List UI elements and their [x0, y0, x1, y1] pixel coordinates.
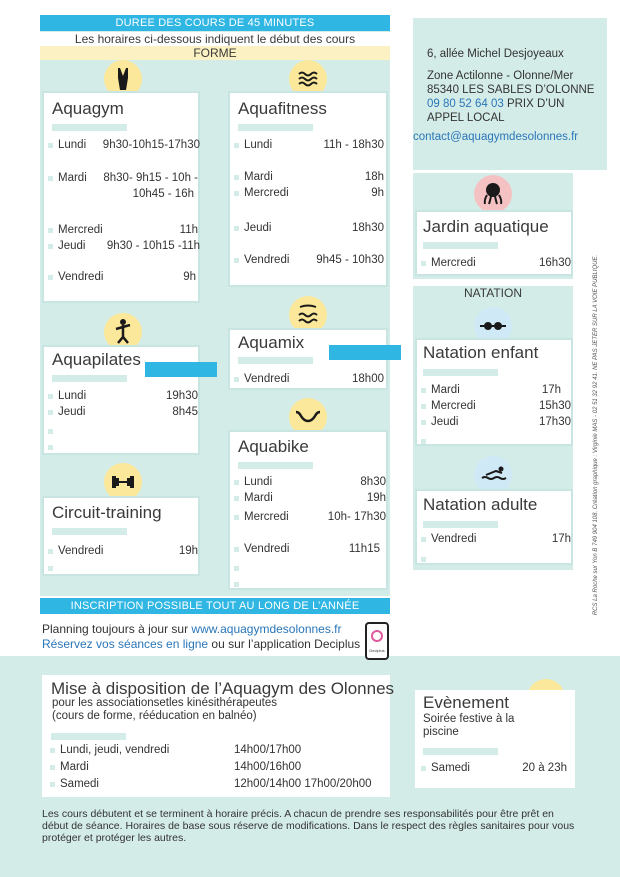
natation-adulte-title: Natation adulte [423, 495, 538, 514]
natation-label: NATATION [464, 286, 522, 300]
natation-enfant-title: Natation enfant [423, 343, 539, 362]
jardin-title: Jardin aquatique [423, 217, 549, 236]
evenement-line1: Soirée festive à la [423, 713, 515, 725]
planning-line1 [42, 622, 342, 636]
aquapilates-title: Aquapilates [52, 350, 141, 369]
planning-text3: ou sur l’application Deciplus [208, 637, 361, 651]
aquabike-card: Aquabike Lundi 8h30 Mardi 19h Mercredi 10h- 17h30 Vendredi 11h15 [228, 430, 388, 590]
aquafitness-card: Aquafitness Lundi 11h - 18h30 Mardi 18h Mercredi 9h Jeudi 18h30 Vendredi 9h45 - 10h30 [228, 91, 388, 287]
aquamix-card: Aquamix Vendredi 18h00 [228, 328, 388, 390]
aquamix-title: Aquamix [238, 333, 305, 352]
deciplus-app-icon[interactable] [365, 622, 389, 660]
contact-phone[interactable]: 09 80 52 64 03 [427, 98, 504, 110]
aquabike-accent [238, 462, 313, 469]
contact-email[interactable]: contact@aquagymdesolonnes.fr [413, 131, 579, 143]
mise-card: Mise à disposition de l’Aquagym des Olonnes pour les associationsetles kinésithérapeutes (cours de forme, rééducation en balnéo) Lundi, jeudi, vendredi 14h00/17h00 Mardi 14h00/16h00 Samedi 12h00/14h00 17h00/20h00 [42, 675, 390, 797]
circuit-title: Circuit-training [52, 503, 162, 522]
planning-url[interactable]: www.aquagymdesolonnes.fr [191, 622, 342, 636]
natation-enfant-card: Natation enfant Mardi 17h Mercredi 15h30 Jeudi 17h30 [415, 338, 573, 446]
aquafitness-accent [238, 124, 313, 131]
aquagym-title: Aquagym [52, 99, 124, 118]
mise-title: Mise à disposition de l’Aquagym des Olonnes [51, 679, 395, 698]
aquagym-card: Aquagym Lundi 9h30-10h15-17h30 Mardi 8h30- 9h15 - 10h - 10h45 - 16h Mercredi 11h Jeudi 9h30 - 10h15 -11h Vendredi 9h [42, 91, 200, 303]
planning-line2 [42, 637, 360, 651]
contact-city: 85340 LES SABLES D’OLONNE [427, 84, 595, 96]
mise-line2: (cours de forme, rééducation en balnéo) [52, 710, 257, 722]
aquapilates-blue-tab [145, 362, 217, 377]
aquagym-accent [52, 124, 127, 131]
aquabike-title: Aquabike [238, 437, 309, 456]
footer-line1: Les cours débutent et se terminent à horaire précis. A chacun de prendre ses responsabilités pour être prêt en [42, 808, 554, 820]
contact-zone: Zone Actilonne - Olonne/Mer [427, 70, 574, 82]
natation-enfant-accent [423, 369, 498, 376]
aquamix-blue-tab [329, 345, 401, 360]
planning-text1: Planning toujours à jour sur [42, 622, 192, 636]
footer-line3: protéger et protéger les autres. [42, 832, 187, 844]
contact-phone-line [427, 98, 564, 110]
duration-banner: DUREE DES COURS DE 45 MINUTES [40, 15, 390, 31]
aquamix-accent [238, 357, 313, 364]
mise-line1: pour les associationsetles kinésithérapeutes [52, 697, 278, 709]
evenement-line2: piscine [423, 726, 459, 738]
jardin-card: Jardin aquatique Mercredi 16h30 [415, 210, 573, 276]
octopus-icon [474, 175, 512, 213]
mise-accent [51, 733, 126, 740]
contact-phone-note: PRIX D’UN [506, 98, 565, 110]
aquafitness-title: Aquafitness [238, 99, 327, 118]
jardin-accent [423, 242, 498, 249]
deciplus-logo-icon [371, 630, 383, 642]
evenement-card: Evènement Soirée festive à la piscine Samedi 20 à 23h [415, 690, 575, 788]
subtitle: Les horaires ci-dessous indiquent le début des cours [40, 32, 390, 46]
aquapilates-accent [52, 375, 127, 382]
natation-adulte-card: Natation adulte Vendredi 17h [415, 489, 573, 565]
planning-booking-link[interactable]: Réservez vos séances en ligne [42, 637, 209, 651]
inscription-banner: INSCRIPTION POSSIBLE TOUT AU LONG DE L’ANNÉE [40, 598, 390, 614]
deciplus-app-label: Deciplus [369, 648, 385, 653]
natation-adulte-accent [423, 521, 498, 528]
aquapilates-card: Aquapilates Lundi 19h30 Jeudi 8h45 [42, 345, 200, 455]
contact-phone-note2: APPEL LOCAL [427, 112, 505, 124]
circuit-card: Circuit-training Vendredi 19h [42, 496, 200, 576]
legal-side-text: RCS La Roche sur Yon B 749 904 108. Création graphique : Virginie MAS - 02 51 32 92 41. NE PAS JETER SUR LA VOIE PUBLIQUE. [593, 254, 599, 616]
contact-address: 6, allée Michel Desjoyeaux [427, 48, 564, 60]
footer-line2: début de séance. Horaires de base sous réserve de modifications. Dans le respect des règles sanitaires pour vous [42, 820, 575, 832]
forme-label: FORME [40, 46, 390, 60]
circuit-accent [52, 528, 127, 535]
evenement-accent [423, 748, 498, 755]
evenement-title: Evènement [423, 693, 509, 712]
